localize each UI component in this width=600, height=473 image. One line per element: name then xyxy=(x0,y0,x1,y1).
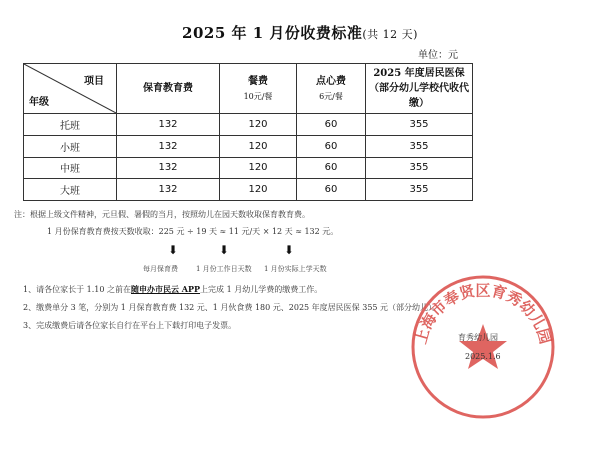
title-sub: (共 12 天) xyxy=(362,28,418,41)
arrow-label-workdays: 1 月份工作日天数 xyxy=(196,265,252,273)
meal-cell: 120 xyxy=(220,179,297,201)
insurance-cell: 355 xyxy=(366,135,473,157)
note-1-formula: 1 月份保育教育费按天数收取：225 元 ÷ 19 天 ≈ 11 元/天 × 12 天 ≈ 132 元。 xyxy=(47,227,339,236)
corner-item-label: 项目 xyxy=(84,76,104,87)
grade-cell: 大班 xyxy=(24,179,117,201)
corner-cell xyxy=(24,64,117,114)
table-row xyxy=(24,135,473,157)
page-title xyxy=(0,22,600,43)
note-3: 2、缴费单分 3 笔，分别为 1 月保育教育费 132 元、1 月伙食费 180 元、2025 年度居民医保 355 元（部分幼儿）。 xyxy=(23,303,441,312)
arrow-down-icon: ⬇ xyxy=(219,243,230,257)
title-main: 2025 年 1 月份收费标准 xyxy=(182,24,363,42)
signature-org: 育秀幼儿园 xyxy=(458,333,498,342)
fee-table xyxy=(23,63,473,201)
header-tuition: 保育教育费 xyxy=(117,64,220,114)
signature-date: 2025.1.6 xyxy=(465,352,501,361)
meal-cell: 120 xyxy=(220,114,297,136)
tuition-cell: 132 xyxy=(117,179,220,201)
arrow-label-school-days: 1 月份实际上学天数 xyxy=(264,265,327,273)
official-seal xyxy=(408,272,558,422)
note-4: 3、完成缴费后请各位家长自行在平台上下载打印电子发票。 xyxy=(23,321,237,330)
grade-cell: 中班 xyxy=(24,157,117,179)
table-row xyxy=(24,179,473,201)
seal-text: 上海市奉贤区育秀幼儿园 xyxy=(411,281,555,346)
insurance-cell: 355 xyxy=(366,157,473,179)
tuition-cell: 132 xyxy=(117,114,220,136)
grade-cell: 托班 xyxy=(24,114,117,136)
tuition-cell: 132 xyxy=(117,157,220,179)
star-icon xyxy=(459,324,507,369)
app-name: 随申办市民云 APP xyxy=(131,284,201,294)
table-header-row xyxy=(24,64,473,114)
corner-grade-label: 年级 xyxy=(29,97,49,108)
arrow-label-monthly-fee: 每月保育费 xyxy=(143,265,178,273)
note-2: 1、请各位家长于 1.10 之前在随申办市民云 APP上完成 1 月幼儿学费的缴费工作。 xyxy=(23,284,323,294)
header-snack: 点心费 6元/餐 xyxy=(297,64,366,114)
tuition-cell: 132 xyxy=(117,135,220,157)
insurance-cell: 355 xyxy=(366,179,473,201)
snack-cell: 60 xyxy=(297,135,366,157)
snack-cell: 60 xyxy=(297,114,366,136)
meal-cell: 120 xyxy=(220,157,297,179)
meal-cell: 120 xyxy=(220,135,297,157)
table-row xyxy=(24,114,473,136)
grade-cell: 小班 xyxy=(24,135,117,157)
arrow-down-icon: ⬇ xyxy=(284,243,295,257)
note-1: 注：根据上级文件精神，元旦假、暑假的当月，按照幼儿在园天数收取保育教育费。 xyxy=(14,210,310,219)
insurance-cell: 355 xyxy=(366,114,473,136)
header-insurance: 2025 年度居民医保（部分幼儿学校代收代缴） xyxy=(366,64,473,114)
arrow-down-icon: ⬇ xyxy=(168,243,179,257)
snack-cell: 60 xyxy=(297,179,366,201)
snack-cell: 60 xyxy=(297,157,366,179)
table-row xyxy=(24,157,473,179)
header-meal: 餐费 10元/餐 xyxy=(220,64,297,114)
unit-label: 单位：元 xyxy=(418,50,458,61)
